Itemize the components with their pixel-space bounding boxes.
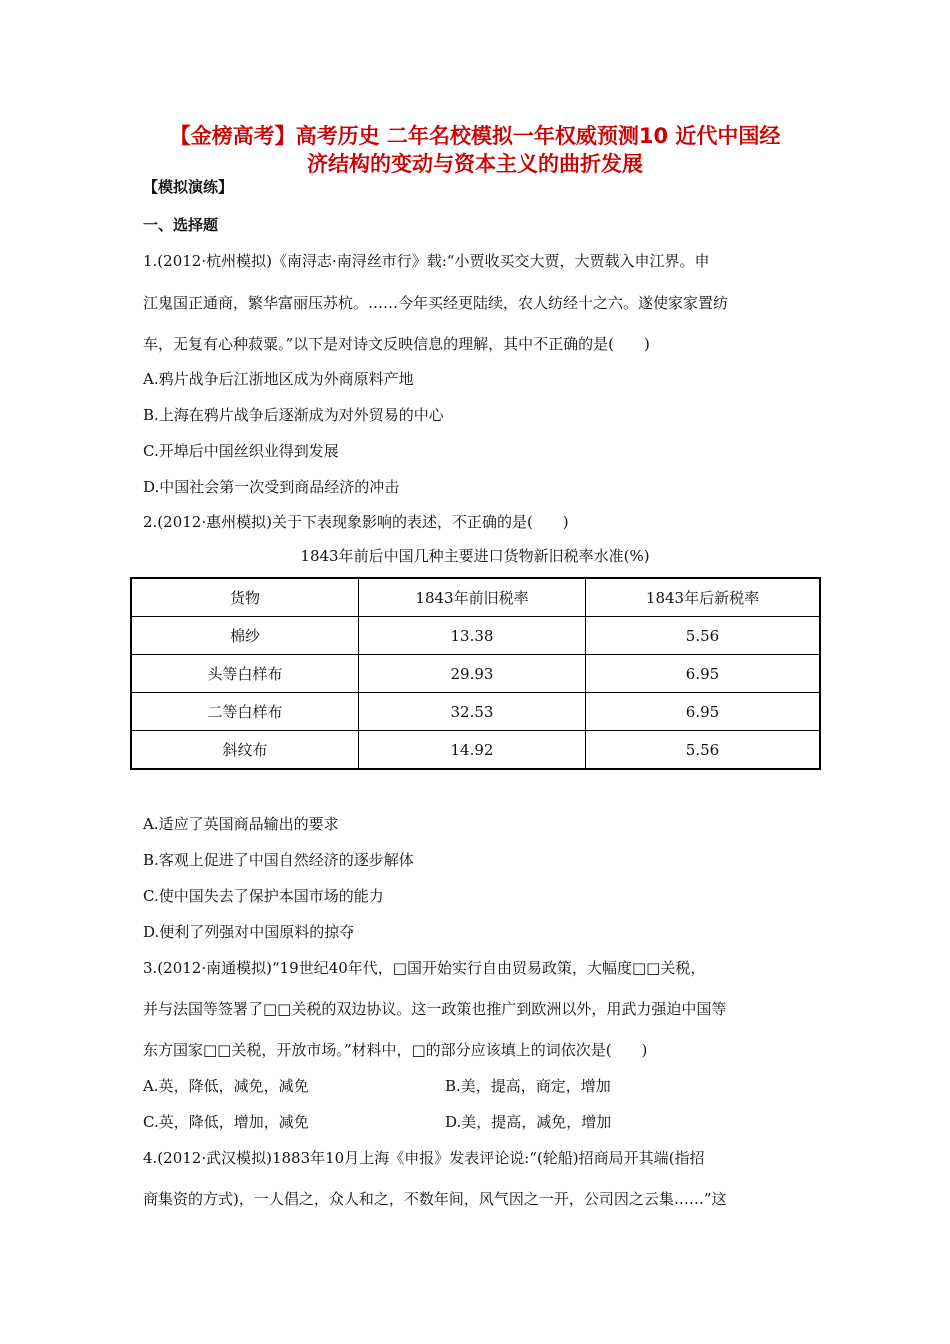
q4-stem-line-1: 4.(2012·武汉模拟)1883年10月上海《申报》发表评论说:“(轮船)招商局开其端(指招 bbox=[143, 1149, 705, 1167]
q3-option-b: B.美，提高，商定，增加 bbox=[445, 1077, 611, 1095]
table-header-cell: 1843年后新税率 bbox=[586, 578, 821, 617]
q3-option-c: C.英，降低，增加，减免 bbox=[143, 1113, 309, 1131]
q2-option-a: A.适应了英国商品输出的要求 bbox=[143, 815, 339, 833]
q2-option-c: C.使中国失去了保护本国市场的能力 bbox=[143, 887, 384, 905]
q1-option-d: D.中国社会第一次受到商品经济的冲击 bbox=[143, 478, 400, 496]
table-cell: 棉纱 bbox=[131, 617, 359, 655]
q3-option-d: D.美，提高，减免，增加 bbox=[445, 1113, 612, 1131]
table-cell: 13.38 bbox=[359, 617, 586, 655]
table-header-cell: 1843年前旧税率 bbox=[359, 578, 586, 617]
q1-option-b: B.上海在鸦片战争后逐渐成为对外贸易的中心 bbox=[143, 406, 444, 424]
q1-option-a: A.鸦片战争后江浙地区成为外商原料产地 bbox=[143, 370, 414, 388]
q2-option-b: B.客观上促进了中国自然经济的逐步解体 bbox=[143, 851, 414, 869]
tariff-table bbox=[130, 577, 821, 770]
table-cell: 头等白样布 bbox=[131, 655, 359, 693]
q1-stem-line-1: 1.(2012·杭州模拟)《南浔志·南浔丝市行》载:“小贾收买交大贾，大贾载入申江界。申 bbox=[143, 252, 710, 270]
table-header-cell: 货物 bbox=[131, 578, 359, 617]
table-cell: 14.92 bbox=[359, 731, 586, 770]
table-cell: 6.95 bbox=[586, 693, 821, 731]
table-cell: 5.56 bbox=[586, 617, 821, 655]
q3-stem-line-1: 3.(2012·南通模拟)“19世纪40年代，□国开始实行自由贸易政策，大幅度□□关税， bbox=[143, 959, 706, 977]
table-cell: 29.93 bbox=[359, 655, 586, 693]
table-cell: 二等白样布 bbox=[131, 693, 359, 731]
table-cell: 斜纹布 bbox=[131, 731, 359, 770]
table-cell: 6.95 bbox=[586, 655, 821, 693]
q3-stem-line-2: 并与法国等签署了□□关税的双边协议。这一政策也推广到欧洲以外，用武力强迫中国等 bbox=[143, 1000, 727, 1018]
q2-option-d: D.便利了列强对中国原料的掠夺 bbox=[143, 923, 355, 941]
table-row bbox=[131, 731, 820, 770]
q3-stem-line-3: 东方国家□□关税，开放市场。”材料中，□的部分应该填上的词依次是( ) bbox=[143, 1041, 648, 1059]
table-row bbox=[131, 617, 820, 655]
q2-table-caption: 1843年前后中国几种主要进口货物新旧税率水准(%) bbox=[300, 547, 650, 565]
title-line-1: 【金榜高考】高考历史 二年名校模拟一年权威预测10 近代中国经 bbox=[169, 124, 781, 148]
q1-stem-line-2: 江鬼国正通商，繁华富丽压苏杭。……今年买经更陆续，农人纺经十之六。遂使家家置纺 bbox=[143, 294, 729, 312]
table-row bbox=[131, 693, 820, 731]
section-choice-heading: 一、选择题 bbox=[143, 216, 219, 234]
q1-stem-line-3: 车，无复有心种菽粟。”以下是对诗文反映信息的理解，其中不正确的是( ) bbox=[143, 335, 650, 353]
table-cell: 5.56 bbox=[586, 731, 821, 770]
table-header-row bbox=[131, 578, 820, 617]
table-row bbox=[131, 655, 820, 693]
q3-option-a: A.英，降低，减免，减免 bbox=[143, 1077, 309, 1095]
table-cell: 32.53 bbox=[359, 693, 586, 731]
q2-stem: 2.(2012·惠州模拟)关于下表现象影响的表述，不正确的是( ) bbox=[143, 513, 569, 531]
section-practice-heading: 【模拟演练】 bbox=[143, 178, 234, 196]
document-title bbox=[100, 122, 850, 178]
q4-stem-line-2: 商集资的方式)，一人倡之，众人和之，不数年间，风气因之一开，公司因之云集……”这 bbox=[143, 1190, 727, 1208]
title-line-2: 济结构的变动与资本主义的曲折发展 bbox=[307, 152, 643, 176]
q1-option-c: C.开埠后中国丝织业得到发展 bbox=[143, 442, 339, 460]
